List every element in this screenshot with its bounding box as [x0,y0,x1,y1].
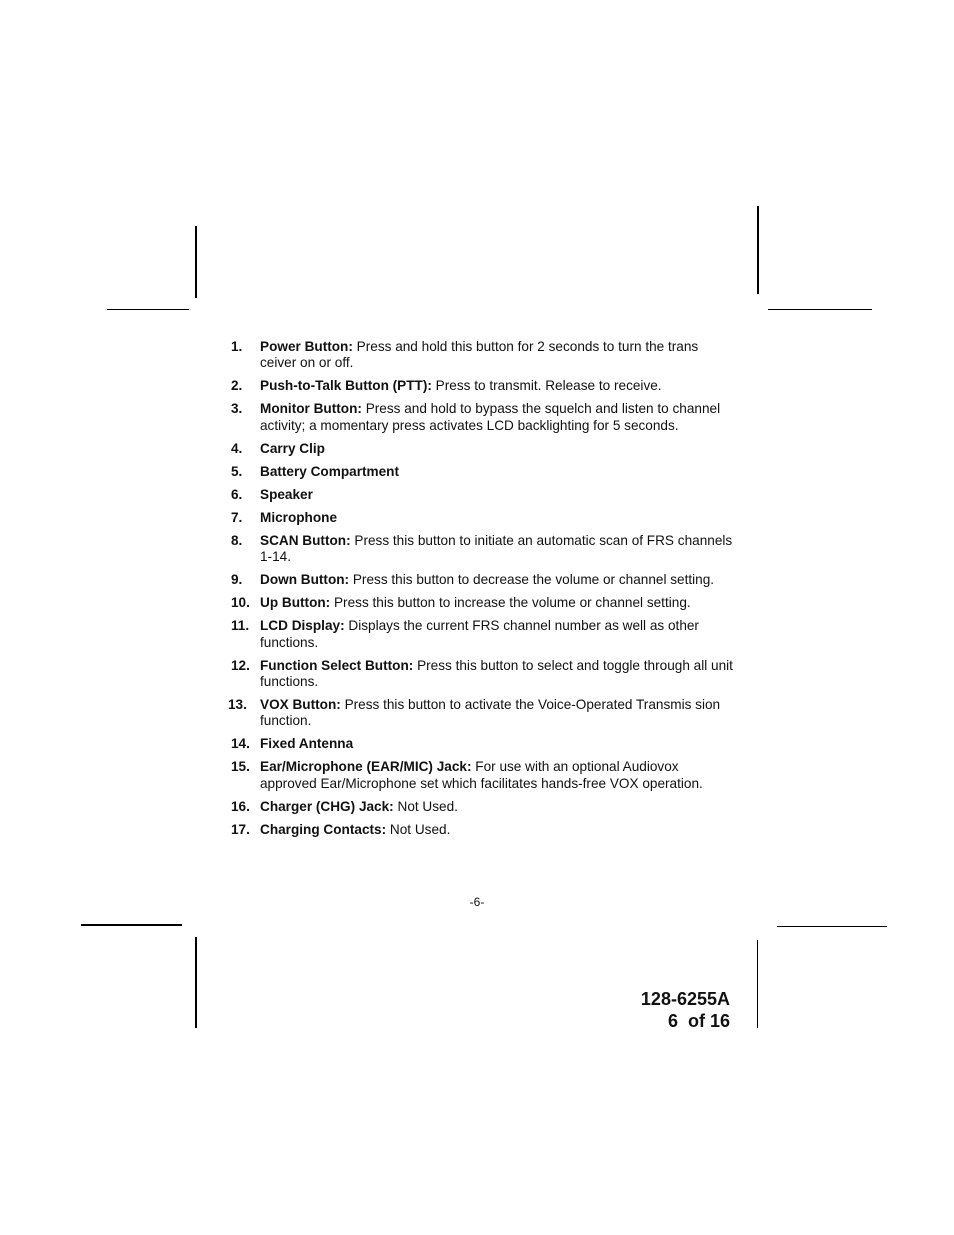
item-number: 17. [231,821,250,837]
item-description: Press and hold to bypass the squelch and listen to channel activity; a momentary press activates LCD backlighting for 5 seconds. [260,401,721,433]
list-item [228,533,733,566]
list-item [228,658,733,691]
item-term: Microphone [260,509,338,525]
item-text [260,736,733,752]
crop-mark-top-right-horizontal [768,309,872,310]
item-number: 4. [231,440,243,456]
item-number: 15. [231,759,250,775]
item-term: Battery Compartment [260,463,399,479]
item-number: 13. [228,697,247,713]
item-text [260,510,733,526]
item-text [260,799,733,815]
item-term: SCAN Button: [260,532,351,548]
item-number: 5. [231,463,243,479]
item-term: Down Button: [260,572,350,588]
item-description: Press this button to increase the volume or channel setting. [330,595,691,611]
item-number: 3. [231,401,243,417]
item-term: Fixed Antenna [260,736,354,752]
list-item [228,799,733,815]
page-number: -6- [469,895,485,909]
list-item [228,401,733,434]
crop-mark-top-left-vertical [195,226,197,298]
item-term: Charging Contacts: [260,821,387,837]
parts-list [228,339,733,845]
item-number: 11. [231,618,250,634]
sheet-count: 6 of 16 [667,1011,730,1031]
item-number: 9. [231,572,243,588]
crop-mark-bottom-left-horizontal [81,924,182,926]
list-item [228,736,733,752]
item-number: 8. [231,532,243,548]
item-text [260,401,733,434]
item-term: Push-to-Talk Button (PTT): [260,378,432,394]
item-number: 10. [231,595,250,611]
item-text [260,441,733,457]
list-item [228,595,733,611]
crop-mark-bottom-right-vertical [757,940,758,1028]
item-number: 7. [231,509,243,525]
doc-number: 128-6255A [640,989,730,1009]
item-description: Press this button to activate the Voice-Operated Transmis sion function. [260,697,721,729]
crop-mark-bottom-left-vertical [195,937,197,1028]
item-text [260,658,733,691]
item-term: Charger (CHG) Jack: [260,798,394,814]
item-description: Press and hold this button for 2 seconds to turn the trans ceiver on or off. [260,339,699,371]
item-description: Not Used. [393,798,458,814]
item-description: For use with an optional Audiovox approved Ear/Microphone set which facilitates hands-free VOX operation. [260,759,703,791]
item-number: 2. [231,378,243,394]
item-term: Function Select Button: [260,657,414,673]
item-text [260,572,733,588]
list-item [228,487,733,503]
crop-mark-top-right-vertical [757,206,759,294]
item-text [260,464,733,480]
list-item [228,759,733,792]
item-text [260,339,733,372]
list-item [228,572,733,588]
item-term: LCD Display: [260,618,345,634]
list-item [228,822,733,838]
item-description: Press to transmit. Release to receive. [431,378,662,394]
item-number: 1. [231,339,243,354]
item-term: Ear/Microphone (EAR/MIC) Jack: [260,759,472,775]
item-text [260,595,733,611]
item-description: Press this button to decrease the volume or channel setting. [349,572,715,588]
item-description: Press this button to select and toggle through all unit functions. [260,657,733,690]
item-description: Not Used. [386,821,451,837]
item-text [260,822,733,838]
item-text [260,759,733,792]
item-term: Up Button: [260,595,331,611]
item-description: Displays the current FRS channel number as well as other functions. [260,618,699,650]
item-number: 12. [231,657,250,673]
list-item [228,464,733,480]
item-term: Power Button: [260,339,353,354]
item-description: Press this button to initiate an automatic scan of FRS channels 1-14. [260,532,733,565]
item-text [260,533,733,566]
item-number: 14. [231,736,250,752]
item-term: Carry Clip [260,440,325,456]
crop-mark-bottom-right-horizontal [777,926,887,927]
list-item [228,339,733,372]
crop-mark-top-left-horizontal [107,309,189,310]
item-term: Monitor Button: [260,401,362,417]
item-text [260,697,733,730]
list-item [228,441,733,457]
list-item [228,697,733,730]
item-number: 16. [231,798,250,814]
item-text [260,487,733,503]
item-text [260,618,733,651]
document-id [641,988,730,1032]
list-item [228,510,733,526]
item-text [260,378,733,394]
list-item [228,378,733,394]
item-number: 6. [231,486,243,502]
list-item [228,618,733,651]
item-term: VOX Button: [260,697,341,713]
item-term: Speaker [260,486,313,502]
